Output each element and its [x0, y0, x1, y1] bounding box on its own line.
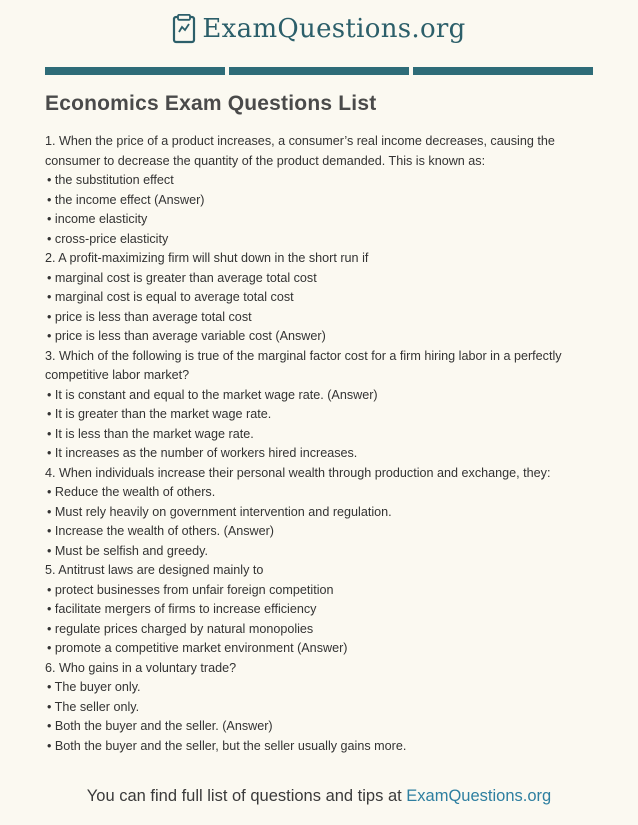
answer-option: • regulate prices charged by natural monopolies [47, 621, 314, 636]
footer-link[interactable]: ExamQuestions.org [406, 787, 552, 805]
footer [0, 787, 638, 806]
question-block [45, 464, 605, 562]
answer-option: • The seller only. [47, 699, 140, 714]
answer-option: • facilitate mergers of firms to increase efficiency [47, 602, 317, 616]
question-block [45, 659, 605, 757]
answer-option: • protect businesses from unfair foreign competition [47, 582, 334, 597]
answer-option: • It is less than the market wage rate. [47, 426, 254, 441]
divider-segment [45, 67, 225, 75]
page-title: Economics Exam Questions List [45, 92, 377, 115]
answer-option: • income elasticity [47, 212, 148, 226]
site-logo[interactable] [0, 14, 638, 44]
divider-segment [229, 67, 409, 75]
question-block [45, 132, 605, 249]
answer-option: • Reduce the wealth of others. [47, 485, 216, 499]
question-block [45, 347, 605, 464]
answer-option: • price is less than average variable cost (Answer) [47, 329, 326, 343]
question-text: 3. Which of the following is true of the marginal factor cost for a firm hiring labor in a perfectly competitive labor market? [45, 348, 562, 382]
answer-option: • cross-price elasticity [47, 231, 169, 246]
questions-list [45, 132, 605, 756]
logo-mark-icon [172, 14, 198, 44]
answer-option: • Both the buyer and the seller. (Answer) [47, 719, 273, 733]
answer-option: • It increases as the number of workers hired increases. [47, 446, 358, 460]
question-text: 6. Who gains in a voluntary trade? [45, 660, 237, 675]
question-text: 1. When the price of a product increases, a consumer’s real income decreases, causing the consumer to decrease the quantity of the product demanded. This is known as: [45, 134, 555, 168]
header-divider [45, 67, 593, 75]
footer-text: You can find full list of questions and tips at [86, 787, 407, 805]
answer-option: • promote a competitive market environment (Answer) [47, 641, 348, 655]
answer-option: • the substitution effect [47, 173, 174, 187]
answer-option: • marginal cost is greater than average total cost [47, 270, 317, 285]
answer-option: • price is less than average total cost [47, 309, 252, 324]
question-text: 2. A profit-maximizing firm will shut down in the short run if [45, 251, 369, 265]
answer-option: • Must be selfish and greedy. [47, 543, 208, 558]
question-text: 4. When individuals increase their personal wealth through production and exchange, they: [45, 465, 551, 480]
question-block [45, 561, 605, 659]
answer-option: • It is constant and equal to the market wage rate. (Answer) [47, 387, 378, 402]
answer-option: • The buyer only. [47, 680, 141, 694]
logo-text: ExamQuestions.org [202, 14, 466, 44]
answer-option: • Must rely heavily on government intervention and regulation. [47, 504, 392, 519]
answer-option: • the income effect (Answer) [47, 192, 205, 207]
divider-segment [413, 67, 593, 75]
question-text: 5. Antitrust laws are designed mainly to [45, 563, 264, 577]
question-block [45, 249, 605, 347]
answer-option: • Increase the wealth of others. (Answer) [47, 524, 275, 538]
answer-option: • It is greater than the market wage rate. [47, 407, 272, 421]
answer-option: • Both the buyer and the seller, but the seller usually gains more. [47, 738, 407, 753]
answer-option: • marginal cost is equal to average total cost [47, 290, 294, 304]
